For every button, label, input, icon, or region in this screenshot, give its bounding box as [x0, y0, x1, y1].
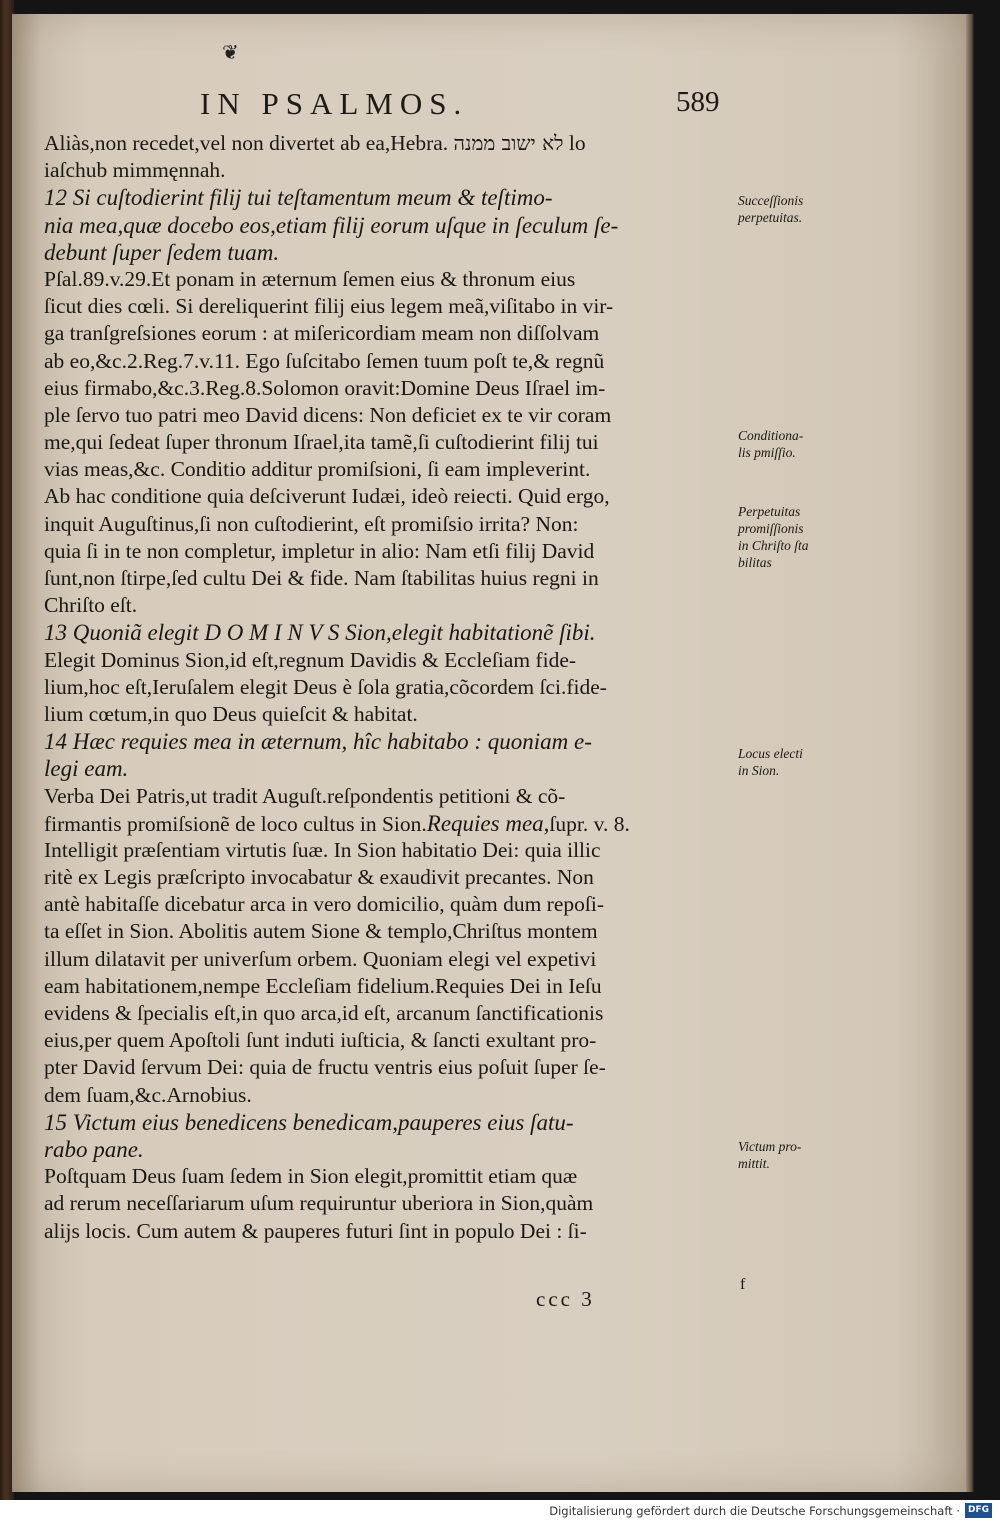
text-segment: quia ſi in te non completur, impletur in alio: Nam etſi filij David — [44, 538, 595, 563]
text-line — [44, 810, 734, 837]
marginal-note-line: mittit. — [738, 1156, 770, 1171]
printer-signature-mark: ccc 3 — [536, 1287, 595, 1311]
text-line — [44, 348, 734, 375]
page-fore-edge — [966, 14, 974, 1492]
marginal-note-line: Victum pro- — [738, 1139, 802, 1154]
text-line — [44, 946, 734, 973]
marginal-note-line: lis pmiſſio. — [738, 445, 796, 460]
text-line — [44, 565, 734, 592]
footer-bar — [0, 1500, 1000, 1523]
text-line — [44, 701, 734, 728]
text-segment: ſupr. v. 8. — [549, 811, 630, 836]
text-segment: ad rerum neceſſariarum uſum requiruntur uberiora in Sion,quàm — [44, 1191, 594, 1216]
hebrew-text: לא ישוב ממנה — [453, 131, 564, 155]
catchword-mark: f — [740, 1276, 746, 1293]
text-segment: inquit Auguſtinus,ſi non cuſtodierint, eſt promiſsio irrita? Non: — [44, 511, 579, 536]
text-segment: dem ſuam,&c.Arnobius. — [44, 1082, 252, 1107]
text-segment: Ab hac conditione quia deſciverunt Iudæi, ideò reiecti. Quid ergo, — [44, 484, 610, 509]
text-line — [44, 1190, 734, 1217]
text-segment: alijs locis. Cum autem & pauperes futuri ſint in populo Dei : ſi- — [44, 1218, 587, 1243]
text-segment: ga tranſgreſsiones eorum : at miſericordiam meam non diſſolvam — [44, 321, 600, 346]
funding-credit: Digitalisierung gefördert durch die Deutsche Forschungsgemeinschaft · — [549, 1504, 960, 1518]
text-segment: antè habitaſſe dicebatur arca in vero domicilio, quàm dum repoſi- — [44, 892, 604, 917]
italic-verse-text: 14 Hæc requies mea in æternum, hîc habitabo : quoniam e- — [44, 729, 592, 755]
marginal-note-line: in Chriſto ſta — [738, 538, 809, 553]
dfg-logo: DFG — [965, 1503, 992, 1518]
text-line — [44, 456, 734, 483]
text-line — [44, 239, 734, 266]
text-line — [44, 674, 734, 701]
text-segment: ſicut dies cœli. Si dereliquerint filij eius legem meã,viſitabo in vir- — [44, 294, 614, 319]
italic-verse-text: rabo pane. — [44, 1136, 144, 1162]
text-segment: Aliàs,non recedet,vel non divertet ab ea,Hebra. — [44, 131, 454, 155]
text-segment: eius,per quem Apoſtoli ſunt induti iuſticia, & ſancti exultant pro- — [44, 1028, 597, 1053]
text-segment: iaſchub mimmęnnah. — [44, 158, 226, 183]
marginal-note-line: perpetuitas. — [738, 210, 803, 225]
text-segment: lo — [563, 131, 586, 155]
text-line — [44, 918, 734, 945]
marginal-note-5 — [738, 1138, 848, 1172]
marginal-note-line: bilitas — [738, 555, 772, 570]
text-segment: lium cœtum,in quo Deus quieſcit & habitat. — [44, 701, 418, 726]
text-segment: vias meas,&c. Conditio additur promiſsioni, ſi eam impleverint. — [44, 457, 591, 482]
text-line — [44, 728, 734, 755]
marginal-note-line: promiſſionis — [738, 521, 804, 536]
italic-verse-text: nia mea,quæ docebo eos,etiam filij eorum uſque in ſeculum ſe- — [44, 212, 619, 238]
marginal-note-line: in Sion. — [738, 763, 780, 778]
text-line — [44, 973, 734, 1000]
text-segment: eius firmabo,&c.3.Reg.8.Solomon oravit:Domine Deus Iſrael im- — [44, 375, 606, 400]
text-line — [44, 837, 734, 864]
italic-verse-text: 15 Victum eius benedicens benedicam,pauperes eius ſatu- — [44, 1109, 574, 1135]
page-number: 589 — [676, 86, 720, 118]
text-segment: ab eo,&c.2.Reg.7.v.11. Ego ſuſcitabo ſemen tuum poſt te,& regnũ — [44, 348, 605, 373]
text-line — [44, 1136, 734, 1163]
text-segment: ta eſſet in Sion. Abolitis autem Sione & templo,Chriſtus montem — [44, 919, 598, 944]
text-segment: evidens & ſpecialis eſt,in quo arca,id eſt, arcanum ſanctificationis — [44, 1001, 604, 1025]
text-line — [44, 511, 734, 538]
header-ornament: ❦ — [222, 42, 239, 64]
text-line — [44, 293, 734, 320]
text-line — [44, 375, 734, 402]
marginal-note-line: Locus electi — [738, 746, 803, 761]
text-line — [44, 1163, 734, 1190]
running-head: IN PSALMOS. — [200, 86, 469, 121]
marginal-note-line: Succeſſionis — [738, 193, 804, 208]
text-segment: me,qui ſedeat ſuper thronum Iſrael,ita tamẽ,ſi cuſtodierint filij tui — [44, 430, 599, 455]
text-line — [44, 619, 734, 646]
text-segment: Verba Dei Patris,ut tradit Auguſt.reſpondentis petitioni & cõ- — [44, 783, 566, 808]
text-segment: illum dilatavit per univerſum orbem. Quoniam elegi vel expetivi — [44, 946, 597, 971]
text-line — [44, 429, 734, 456]
text-segment: ritè ex Legis præſcripto invocabatur & exaudivit precantes. Non — [44, 865, 594, 890]
italic-verse-text: debunt ſuper ſedem tuam. — [44, 239, 280, 265]
text-line — [44, 402, 734, 429]
marginal-note-4 — [738, 745, 848, 779]
italic-verse-text: Requies mea, — [426, 810, 550, 836]
text-line — [44, 1218, 734, 1245]
italic-verse-text: 13 Quoniã elegit D O M I N V S Sion,elegit habitationẽ ſibi. — [44, 620, 596, 646]
italic-verse-text: legi eam. — [44, 756, 129, 782]
text-segment: ſunt,non ſtirpe,ſed cultu Dei & fide. Nam ſtabilitas huius regni in — [44, 566, 599, 590]
text-line — [44, 157, 734, 184]
text-line — [44, 130, 734, 157]
italic-verse-text: 12 Si cuſtodierint filij tui teſtamentum meum & teſtimo- — [44, 185, 553, 211]
text-segment: Elegit Dominus Sion,id eſt,regnum Davidis & Eccleſiam fide- — [44, 647, 577, 672]
text-segment: Chriſto eſt. — [44, 593, 138, 618]
text-line — [44, 864, 734, 891]
marginal-note-2 — [738, 427, 848, 461]
marginal-note-3 — [738, 503, 848, 571]
marginal-note-line: Perpetuitas — [738, 504, 801, 519]
text-line — [44, 783, 734, 810]
text-line — [44, 212, 734, 239]
text-segment: Pſal.89.v.29.Et ponam in æternum ſemen eius & thronum eius — [44, 266, 576, 291]
text-line — [44, 1109, 734, 1136]
text-segment: pter David ſervum Dei: quia de fructu ventris eius poſuit ſuper ſe- — [44, 1055, 606, 1080]
body-text — [44, 130, 734, 1245]
marginal-note-line: Conditiona- — [738, 428, 804, 443]
marginal-note-1 — [738, 192, 848, 226]
text-segment: Intelligit præſentiam virtutis ſuæ. In Sion habitatio Dei: quia illic — [44, 837, 601, 862]
text-segment: lium,hoc eſt,Ieruſalem elegit Deus è ſola gratia,cõcordem ſci.fide- — [44, 674, 607, 699]
text-segment: ple ſervo tuo patri meo David dicens: Non deficiet ex te vir coram — [44, 402, 612, 427]
text-line — [44, 1082, 734, 1109]
text-line — [44, 891, 734, 918]
text-line — [44, 1027, 734, 1054]
text-line — [44, 320, 734, 347]
text-line — [44, 1054, 734, 1081]
text-line — [44, 483, 734, 510]
text-line — [44, 1000, 734, 1027]
text-line — [44, 755, 734, 782]
text-line — [44, 266, 734, 293]
text-line — [44, 184, 734, 211]
text-segment: eam habitationem,nempe Eccleſiam fidelium.Requies Dei in Ieſu — [44, 973, 602, 998]
text-segment: firmantis promiſsionẽ de loco cultus in Sion. — [44, 811, 427, 836]
text-segment: Poſtquam Deus ſuam ſedem in Sion elegit,promittit etiam quæ — [44, 1164, 578, 1189]
text-line — [44, 647, 734, 674]
text-line — [44, 592, 734, 619]
text-line — [44, 538, 734, 565]
